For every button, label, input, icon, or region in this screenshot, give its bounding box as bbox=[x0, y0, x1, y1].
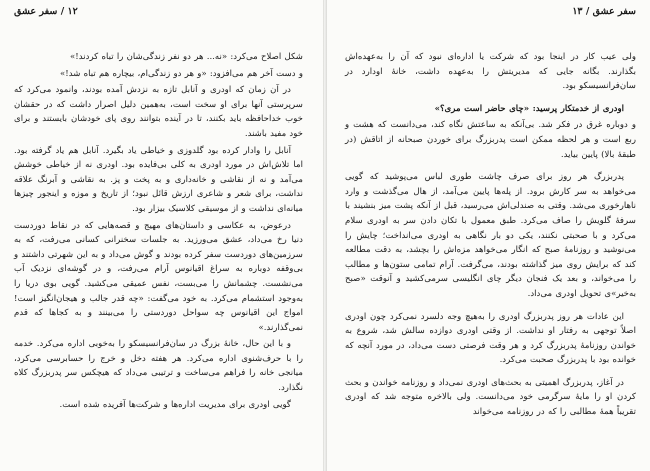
left-paragraph-5: درعوض، به عکاسی و داستان‌های مهیج و قصه‌هایی که در نقاط دوردست دنیا رخ می‌داد، عشق می‌ورزید. به جلسات سخنرانی کسانی می‌رفت، که به سرزمین‌های دوردست سفر کرده بودند و گوش می‌داد و به این شهرتی داشتند و بی‌وقفه دوباره به سراغ اقیانوس آرام می‌رفت، و در گوشه‌ای نزدیک آب می‌نشست. چشمانش را می‌بست، نفس عمیقی می‌کشید. گویی بوی دریا را به‌وجود استشمام می‌کرد. به خود می‌گفت: «چه قدر جالب و هیجان‌انگیز است! امواج این اقیانوس چه سواحل دوردستی را می‌بینند و به کجاها که قدم نمی‌گذارند.» bbox=[14, 220, 303, 333]
right-paragraph-2: اودری از خدمتکار پرسید: «چای حاضر است مری؟» bbox=[434, 103, 624, 114]
right-page-header: سفر عشق / ۱۳ bbox=[572, 6, 636, 17]
right-paragraph-5: این عادات هر روز پدربزرگ اودری را به‌هیچ وجه دلسرد نمی‌کرد چون اودری اصلاً توجهی به رفتار او نداشت. از وقتی اودری دوازده سالش شد، شروع به خواندن روزنامهٔ پدربزرگ کرد و هر وقت فرصتی دست می‌داد، در مورد آنچه که خوانده بود با پدربزرگ صحبت می‌کرد. bbox=[345, 311, 636, 366]
left-paragraph-6: و با این حال، خانهٔ بزرگ در سان‌فرانسیسکو را به‌خوبی اداره می‌کرد. خدمه را با حرف‌شنوی اداره می‌کرد. هر هفته دخل و خرج را حسابرسی می‌کرد، میانجی خانه را فراهم می‌ساخت و ترتیبی می‌داد که هیچکس سر پدربزرگ کلاه نگذارد. bbox=[14, 339, 303, 394]
left-paragraph-4: آنابل را وادار کرده بود گلدوزی و خیاطی یاد بگیرد. آنابل هم یاد گرفته بود. اما تلاش‌اش در مورد اودری به کلی بی‌فایده بود. اودری نه از خیاطی خوشش می‌آمد و نه از نقاشی و خانه‌داری و به پخت و پز. به نقاشی و آبرنگ علاقه نداشت، برای شعر و شاعری ارزش قائل نبود؛ از تاریخ و موزه و اینجور چیزها میانه‌ای نداشت و از موسیقی کلاسیک بیزار بود. bbox=[14, 145, 303, 214]
right-paragraph-3: و دوباره غرق در فکر شد. بی‌آنکه به ساعتش نگاه کند، می‌دانست که هشت و ربع است و هر لحظه ممکن است پدربزرگ برای خوردن صبحانه از اتاقش (در طبقهٔ بالا) پایین بیاید. bbox=[345, 120, 636, 160]
left-paragraph-7: گویی اودری برای مدیریت اداره‌ها و شرکت‌ها آفریده شده است. bbox=[59, 399, 291, 410]
left-paragraph-2: و دست آخر هم می‌افزود: «و هر دو زندگی‌ام، بیچاره هم تباه شد!» bbox=[60, 68, 303, 79]
left-paragraph-3: در آن زمان که اودری و آنابل تازه به نزدش آمده بودند، وانمود می‌کرد که سرپرستی آنها برای او سخت است، به‌همین دلیل اصرار داشت که در حقشان خوب خداحافظه باید بکنند، تا در آینده بتوانند روی پای خودشان بایستند و برای خود مفید باشند. bbox=[14, 85, 303, 139]
left-page bbox=[0, 0, 323, 471]
left-page-header: ۱۲ / سفر عشق bbox=[14, 6, 78, 17]
right-page bbox=[327, 0, 650, 471]
right-paragraph-6: در آغاز، پدربزرگ اهمیتی به بحث‌های اودری نمی‌داد و روزنامه خواندن و بحث کردن او را مایهٔ سرگرمی خود می‌دانست. ولی بالاخره متوجه شد که اودری تقریباً همهٔ مطالبی را که در روزنامه می‌خواند bbox=[345, 377, 636, 418]
right-paragraph-1: ولی عیب کار در اینجا بود که شرکت یا اداره‌ای نبود که آن را به‌عهده‌اش بگذارند. بگانه جایی که مدیریتش را به‌عهده داشت، خانهٔ اودارد در سان‌فرانسیسکو بود. bbox=[345, 52, 636, 92]
right-paragraph-4: پدربزرگ هر روز برای صرف چاشت طوری لباس می‌پوشید که گویی می‌خواهد به سر کارش برود. از پله‌ها پایین می‌آمد، از هال می‌گذشت و وارد ناهارخوری می‌شد. وقتی به صندلی‌اش می‌رسید، قبل از آنکه پشت میز بنشیند با سرفهٔ گلویش را صاف می‌کرد. طبق معمول با تکان دادن سر به اودری سلام می‌کرد و با صحبتی نکنند، یکی دو بار نگاهی به اودری می‌انداخت؛ چایش را می‌نوشید و روزنامهٔ صبح که انگار می‌خواهد مزه‌اش را بچشد، به دقت مطالعه کند که برایش روی میز گذاشته بودند، می‌گرفت. آرام تمامی ستون‌ها و مطالب را می‌خواند، و بعد یک فنجان دیگر چای انگلیسی سرمی‌کشید و آنوقت «صبح به‌خیر»ی تحویل اودری می‌داد. bbox=[345, 172, 636, 299]
left-paragraph-1: شکل اصلاح می‌کرد: «نه... هر دو نفر زندگی‌شان را تباه کردند!» bbox=[70, 52, 303, 62]
